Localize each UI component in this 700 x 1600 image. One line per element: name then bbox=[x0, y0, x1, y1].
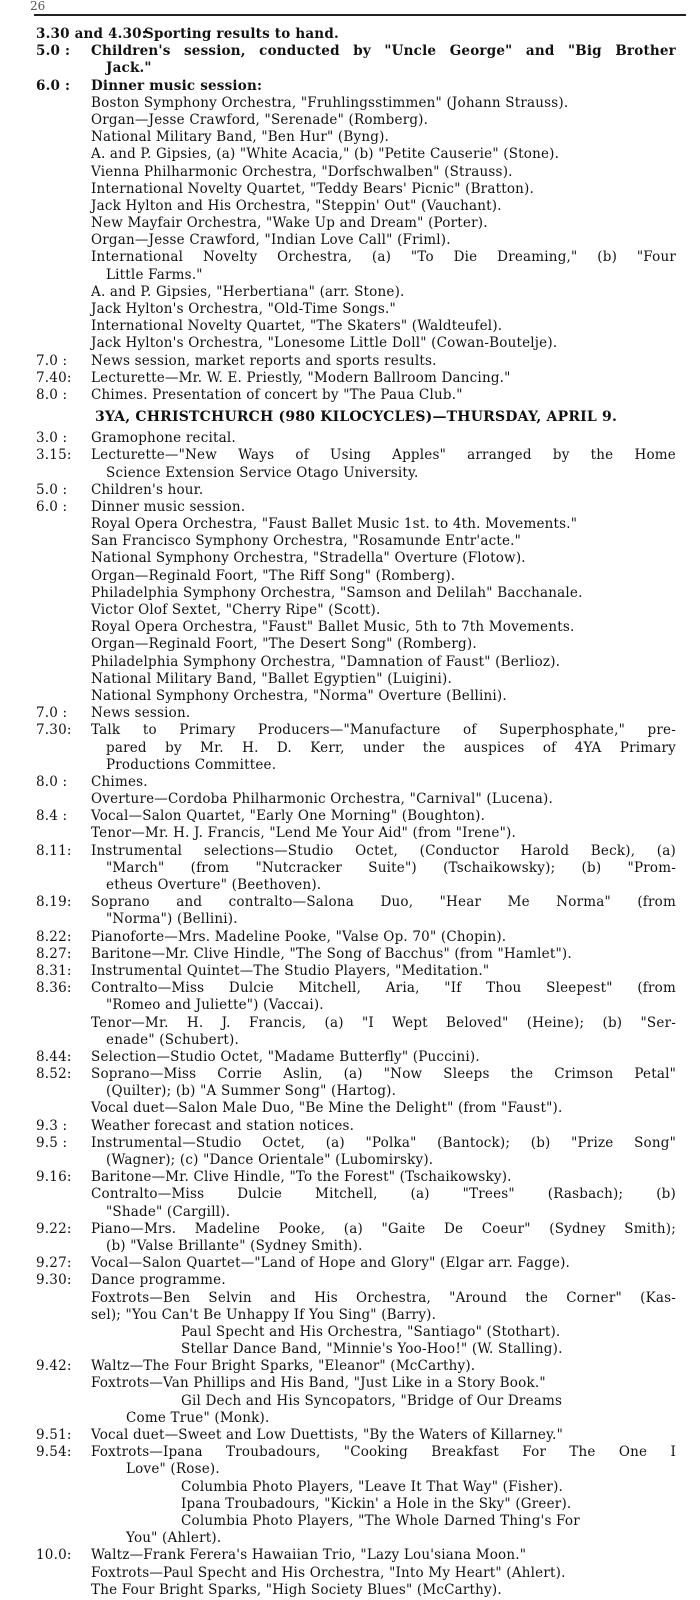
programme-entry bbox=[36, 1427, 676, 1444]
entry-text: Soprano—Miss Corrie Aslin, (a) "Now Sleeps the Crimson Petal" bbox=[91, 1066, 676, 1083]
entry-text: National Symphony Orchestra, "Stradella" Overture (Flotow). bbox=[91, 550, 526, 567]
entry-time: 8.22: bbox=[36, 928, 72, 945]
programme-entry bbox=[36, 550, 676, 567]
entry-time: 6.0 : bbox=[36, 498, 68, 515]
programme-entry bbox=[36, 1049, 676, 1066]
entry-text: Piano—Mrs. Madeline Pooke, (a) "Gaite De Coeur" (Sydney Smith); bbox=[91, 1220, 676, 1237]
entry-time: 9.5 : bbox=[36, 1134, 68, 1151]
programme-entry bbox=[36, 808, 676, 825]
entry-text: Gramophone recital. bbox=[91, 430, 236, 447]
programme-entry bbox=[36, 1410, 676, 1427]
entry-text: Foxtrots—Ipana Troubadours, "Cooking Breakfast For The One I bbox=[91, 1444, 676, 1461]
programme-entry bbox=[36, 1513, 676, 1530]
entry-text: Baritone—Mr. Clive Hindle, "The Song of Bacchus" (from "Hamlet"). bbox=[91, 945, 572, 962]
programme-entry bbox=[36, 95, 676, 112]
entry-text: Instrumental selections—Studio Octet, (Conductor Harold Beck), (a) bbox=[91, 842, 676, 859]
entry-text: You" (Ahlert). bbox=[126, 1530, 222, 1547]
programme-entry bbox=[36, 1169, 676, 1186]
entry-text: Sporting results to hand. bbox=[144, 26, 339, 42]
entry-time: 8.27: bbox=[36, 945, 72, 962]
entry-text: News session, market reports and sports results. bbox=[91, 352, 437, 369]
programme-entry bbox=[36, 1066, 676, 1083]
page-number: 26 bbox=[30, 0, 46, 13]
programme-entry bbox=[36, 1393, 676, 1410]
programme-entry bbox=[36, 43, 676, 60]
entry-time: 9.3 : bbox=[36, 1117, 68, 1134]
entry-text: Dance programme. bbox=[91, 1272, 226, 1289]
programme-entry bbox=[36, 688, 676, 705]
entry-text: Ipana Troubadours, "Kickin' a Hole in the Sky" (Greer). bbox=[181, 1495, 572, 1512]
programme-entry bbox=[36, 370, 676, 387]
entry-text: Philadelphia Symphony Orchestra, "Damnation of Faust" (Berlioz). bbox=[91, 653, 561, 670]
entry-text: Vocal duet—Sweet and Low Duettists, "By the Waters of Killarney." bbox=[91, 1427, 564, 1443]
entry-text: Children's hour. bbox=[91, 481, 204, 498]
programme-entry bbox=[36, 430, 676, 447]
entry-text: Dinner music session: bbox=[91, 77, 263, 94]
programme-entry bbox=[36, 843, 676, 860]
programme-entry bbox=[36, 1496, 676, 1513]
programme-entry bbox=[36, 129, 676, 146]
entry-time: 5.0 : bbox=[36, 43, 71, 60]
programme-entry bbox=[36, 1547, 676, 1564]
programme-entry bbox=[36, 929, 676, 946]
entry-time: 8.4 : bbox=[36, 808, 68, 825]
entry-text: Royal Opera Orchestra, "Faust Ballet Music 1st. to 4th. Movements." bbox=[91, 516, 578, 533]
programme-entry bbox=[36, 146, 676, 163]
programme-entry bbox=[36, 1565, 676, 1582]
programme-entry bbox=[36, 619, 676, 636]
programme-entry bbox=[36, 671, 676, 688]
entry-text: Organ—Reginald Foort, "The Desert Song" (Romberg). bbox=[91, 636, 477, 653]
programme-entry bbox=[36, 894, 676, 911]
programme-entry bbox=[36, 301, 676, 318]
programme-entry bbox=[36, 1341, 676, 1358]
entry-text: Columbia Photo Players, "The Whole Darned Thing's For bbox=[181, 1512, 580, 1529]
programme-entry bbox=[36, 860, 676, 877]
entry-text: Children's session, conducted by "Uncle George" and "Big Brother bbox=[91, 43, 676, 60]
entry-text: Stellar Dance Band, "Minnie's Yoo-Hoo!" (W. Stalling). bbox=[181, 1341, 563, 1358]
programme-entry bbox=[36, 1118, 676, 1135]
entry-text: pared by Mr. H. D. Kerr, under the auspices of 4YA Primary bbox=[106, 739, 676, 756]
entry-time: 8.52: bbox=[36, 1066, 72, 1083]
entry-time: 8.11: bbox=[36, 842, 72, 859]
entry-time: 9.27: bbox=[36, 1255, 72, 1272]
entry-time: 7.0 : bbox=[36, 705, 68, 722]
entry-time: 9.54: bbox=[36, 1444, 72, 1461]
entry-text: Soprano and contralto—Salona Duo, "Hear Me Norma" (from bbox=[91, 894, 676, 911]
entry-text: Vocal—Salon Quartet—"Land of Hope and Glory" (Elgar arr. Fagge). bbox=[91, 1255, 571, 1272]
programme-entry bbox=[36, 78, 676, 95]
entry-text: Little Farms." bbox=[106, 266, 203, 283]
entry-text: Gil Dech and His Syncopators, "Bridge of Our Dreams bbox=[181, 1392, 563, 1409]
programme-entry bbox=[36, 1272, 676, 1289]
entry-text: (b) "Valse Brillante" (Sydney Smith). bbox=[106, 1237, 363, 1254]
entry-text: Organ—Jesse Crawford, "Indian Love Call" (Friml). bbox=[91, 232, 451, 249]
entry-text: Baritone—Mr. Clive Hindle, "To the Forest" (Tschaikowsky). bbox=[91, 1169, 512, 1186]
entry-text: Selection—Studio Octet, "Madame Butterfly" (Puccini). bbox=[91, 1048, 480, 1065]
entry-text: (Wagner); (c) "Dance Orientale" (Lubomirsky). bbox=[106, 1152, 434, 1168]
entry-time: 9.22: bbox=[36, 1220, 72, 1237]
programme-entry bbox=[36, 60, 676, 77]
entry-text: International Novelty Quartet, "Teddy Bears' Picnic" (Bratton). bbox=[91, 180, 535, 197]
entry-time: 8.19: bbox=[36, 894, 72, 911]
programme-entry bbox=[36, 911, 676, 928]
entry-text: enade" (Schubert). bbox=[106, 1031, 239, 1048]
programme-entry bbox=[36, 774, 676, 791]
programme-entry bbox=[36, 447, 676, 464]
entry-text: Foxtrots—Van Phillips and His Band, "Just Like in a Story Book." bbox=[91, 1375, 546, 1392]
entry-text: A. and P. Gipsies, "Herbertiana" (arr. Stone). bbox=[91, 283, 405, 300]
programme-entry bbox=[36, 877, 676, 894]
entry-time: 7.0 : bbox=[36, 352, 68, 369]
programme-entry bbox=[36, 1221, 676, 1238]
entry-text: Waltz—Frank Ferera's Hawaiian Trio, "Lazy Lou'siana Moon." bbox=[91, 1547, 527, 1564]
entry-text: A. and P. Gipsies, (a) "White Acacia," (b) "Petite Causerie" (Stone). bbox=[91, 146, 560, 163]
entry-text: Organ—Jesse Crawford, "Serenade" (Romberg). bbox=[91, 111, 429, 128]
entry-time: 10.0: bbox=[36, 1547, 72, 1564]
entry-text: International Novelty Quartet, "The Skaters" (Waldteufel). bbox=[91, 318, 503, 335]
entry-time: 3.15: bbox=[36, 447, 72, 464]
programme-entry bbox=[36, 1083, 676, 1100]
programme-entry bbox=[36, 1015, 676, 1032]
programme-entry bbox=[36, 1100, 676, 1117]
entry-text: Jack Hylton and His Orchestra, "Steppin' Out" (Vauchant). bbox=[91, 197, 502, 214]
entry-text: Instrumental Quintet—The Studio Players, "Meditation." bbox=[91, 962, 490, 979]
programme-entry bbox=[36, 585, 676, 602]
programme-entry bbox=[36, 946, 676, 963]
entry-text: Vocal duet—Salon Male Duo, "Be Mine the Delight" (from "Faust"). bbox=[91, 1100, 563, 1117]
programme-entry bbox=[36, 722, 676, 739]
programme-entry bbox=[36, 198, 676, 215]
entry-text: Love" (Rose). bbox=[126, 1461, 220, 1478]
programme-entry bbox=[36, 1479, 676, 1496]
entry-text: "Shade" (Cargill). bbox=[106, 1203, 231, 1220]
entry-text: National Military Band, "Ben Hur" (Byng). bbox=[91, 129, 390, 146]
entry-text: Paul Specht and His Orchestra, "Santiago" (Stothart). bbox=[181, 1323, 561, 1340]
top-rule bbox=[34, 14, 686, 16]
entry-text: Lecturette—Mr. W. E. Priestly, "Modern Ballroom Dancing." bbox=[91, 369, 511, 386]
entry-text: Vienna Philharmonic Orchestra, "Dorfschwalben" (Strauss). bbox=[91, 163, 513, 180]
entry-time: 9.30: bbox=[36, 1272, 72, 1289]
entry-time: 7.40: bbox=[36, 369, 72, 386]
programme-entry bbox=[36, 1444, 676, 1461]
programme-entry bbox=[36, 1255, 676, 1272]
programme-entry bbox=[36, 825, 676, 842]
entry-text: Science Extension Service Otago University. bbox=[106, 464, 419, 481]
programme-entry bbox=[36, 1032, 676, 1049]
entry-text: Come True" (Monk). bbox=[126, 1409, 270, 1426]
programme-entry bbox=[36, 112, 676, 129]
programme-entry bbox=[36, 568, 676, 585]
programme-entry bbox=[36, 1204, 676, 1221]
entry-text: Jack Hylton's Orchestra, "Lonesome Little Doll" (Cowan-Boutelje). bbox=[91, 335, 558, 352]
entry-text: National Symphony Orchestra, "Norma" Overture (Bellini). bbox=[91, 687, 507, 704]
programme-entry bbox=[36, 997, 676, 1014]
programme-entry bbox=[36, 740, 676, 757]
programme-entry bbox=[36, 1307, 676, 1324]
programme-entry bbox=[36, 757, 676, 774]
programme-entry bbox=[36, 353, 676, 370]
entry-text: Tenor—Mr. H. J. Francis, "Lend Me Your Aid" (from "Irene"). bbox=[91, 825, 516, 842]
entry-text: Productions Committee. bbox=[106, 756, 277, 773]
programme-entry bbox=[36, 636, 676, 653]
entry-text: San Francisco Symphony Orchestra, "Rosamunde Entr'acte." bbox=[91, 533, 522, 550]
entry-text: Royal Opera Orchestra, "Faust" Ballet Music, 5th to 7th Movements. bbox=[91, 619, 575, 636]
entry-text: Weather forecast and station notices. bbox=[91, 1117, 355, 1134]
entry-text: Jack Hylton's Orchestra, "Old-Time Songs." bbox=[91, 301, 396, 317]
entry-text: Foxtrots—Paul Specht and His Orchestra, "Into My Heart" (Ahlert). bbox=[91, 1564, 566, 1581]
programme-entry bbox=[36, 705, 676, 722]
programme-entry bbox=[36, 1290, 676, 1307]
entry-text: Dinner music session. bbox=[91, 498, 246, 515]
entry-text: Contralto—Miss Dulcie Mitchell, Aria, "If Thou Sleepest" (from bbox=[91, 980, 676, 997]
entry-text: Overture—Cordoba Philharmonic Orchestra, "Carnival" (Lucena). bbox=[91, 791, 553, 808]
entry-time: 8.31: bbox=[36, 962, 72, 979]
station-heading-text: 3YA, CHRISTCHURCH (980 KILOCYCLES)—THURSDAY, APRIL 9. bbox=[94, 409, 618, 426]
programme-column bbox=[36, 26, 676, 1599]
programme-entry bbox=[36, 1358, 676, 1375]
programme-entry bbox=[36, 232, 676, 249]
entry-text: The Four Bright Sparks, "High Society Blues" (McCarthy). bbox=[91, 1581, 502, 1598]
programme-entry bbox=[36, 215, 676, 232]
programme-entry bbox=[36, 791, 676, 808]
entry-time: 8.0 : bbox=[36, 773, 68, 790]
programme-entry bbox=[36, 1135, 676, 1152]
entry-text: News session. bbox=[91, 705, 191, 722]
entry-text: Chimes. Presentation of concert by "The Paua Club." bbox=[91, 386, 463, 403]
entry-text: Lecturette—"New Ways of Using Apples" arranged by the Home bbox=[91, 447, 676, 464]
entry-time: 9.51: bbox=[36, 1427, 72, 1443]
entry-text: Chimes. bbox=[91, 773, 148, 790]
programme-entry bbox=[36, 1238, 676, 1255]
programme-entry bbox=[36, 1530, 676, 1547]
programme-entry bbox=[36, 533, 676, 550]
entry-text: "Romeo and Juliette") (Vaccai). bbox=[106, 997, 324, 1014]
programme-entry bbox=[36, 980, 676, 997]
entry-time: 6.0 : bbox=[36, 77, 71, 94]
entry-time: 9.42: bbox=[36, 1358, 72, 1375]
entry-text: Foxtrots—Ben Selvin and His Orchestra, "Around the Corner" (Kas- bbox=[91, 1289, 676, 1306]
entry-time: 9.16: bbox=[36, 1169, 72, 1186]
entry-time: 7.30: bbox=[36, 722, 72, 739]
entry-text: National Military Band, "Ballet Egyptien" (Luigini). bbox=[91, 670, 452, 687]
entry-text: "Norma") (Bellini). bbox=[106, 911, 238, 928]
programme-entry bbox=[36, 465, 676, 482]
entry-text: Waltz—The Four Bright Sparks, "Eleanor" (McCarthy). bbox=[91, 1358, 476, 1375]
entry-time: 8.36: bbox=[36, 980, 72, 997]
programme-entry bbox=[36, 335, 676, 352]
programme-entry bbox=[36, 1152, 676, 1169]
entry-time: 8.44: bbox=[36, 1048, 72, 1065]
entry-text: (Quilter); (b) "A Summer Song" (Hartog). bbox=[106, 1083, 397, 1100]
entry-text: Organ—Reginald Foort, "The Riff Song" (Romberg). bbox=[91, 567, 456, 584]
programme-entry bbox=[36, 499, 676, 516]
station-heading bbox=[36, 404, 676, 430]
entry-text: sel); "You Can't Be Unhappy If You Sing" (Barry). bbox=[91, 1306, 437, 1323]
programme-entry bbox=[36, 284, 676, 301]
entry-text: Vocal—Salon Quartet, "Early One Morning" (Boughton). bbox=[91, 808, 486, 825]
programme-entry bbox=[36, 267, 676, 284]
entry-text: Victor Olof Sextet, "Cherry Ripe" (Scott). bbox=[91, 602, 381, 618]
entry-text: Jack." bbox=[106, 60, 152, 77]
entry-time: 5.0 : bbox=[36, 481, 68, 498]
programme-entry bbox=[36, 654, 676, 671]
programme-entry bbox=[36, 963, 676, 980]
programme-entry bbox=[36, 387, 676, 404]
programme-entry bbox=[36, 1461, 676, 1478]
programme-entry bbox=[36, 1582, 676, 1599]
entry-text: Talk to Primary Producers—"Manufacture of Superphosphate," pre- bbox=[91, 722, 676, 739]
entry-time: 3.30 and 4.30: bbox=[36, 26, 147, 42]
programme-entry bbox=[36, 482, 676, 499]
entry-text: etheus Overture" (Beethoven). bbox=[106, 877, 322, 893]
programme-entry bbox=[36, 1186, 676, 1203]
programme-entry bbox=[36, 602, 676, 619]
entry-text: "March" (from "Nutcracker Suite") (Tschaikowsky); (b) "Prom- bbox=[106, 859, 676, 876]
entry-text: International Novelty Orchestra, (a) "To Die Dreaming," (b) "Four bbox=[91, 249, 676, 266]
entry-text: New Mayfair Orchestra, "Wake Up and Dream" (Porter). bbox=[91, 215, 488, 232]
entry-time: 3.0 : bbox=[36, 430, 68, 447]
entry-time: 8.0 : bbox=[36, 386, 68, 403]
programme-entry bbox=[36, 516, 676, 533]
entry-text: Boston Symphony Orchestra, "Fruhlingsstimmen" (Johann Strauss). bbox=[91, 94, 569, 111]
programme-entry bbox=[36, 249, 676, 266]
entry-text: Tenor—Mr. H. J. Francis, (a) "I Wept Beloved" (Heine); (b) "Ser- bbox=[91, 1014, 676, 1031]
programme-entry bbox=[36, 26, 676, 43]
entry-text: Philadelphia Symphony Orchestra, "Samson and Delilah" Bacchanale. bbox=[91, 584, 583, 601]
programme-entry bbox=[36, 181, 676, 198]
entry-text: Contralto—Miss Dulcie Mitchell, (a) "Trees" (Rasbach); (b) bbox=[91, 1186, 676, 1203]
entry-text: Instrumental—Studio Octet, (a) "Polka" (Bantock); (b) "Prize Song" bbox=[91, 1134, 676, 1151]
entry-text: Pianoforte—Mrs. Madeline Pooke, "Valse Op. 70" (Chopin). bbox=[91, 928, 507, 945]
programme-entry bbox=[36, 1324, 676, 1341]
entry-text: Columbia Photo Players, "Leave It That Way" (Fisher). bbox=[181, 1478, 564, 1495]
programme-entry bbox=[36, 164, 676, 181]
programme-entry bbox=[36, 1375, 676, 1392]
programme-entry bbox=[36, 318, 676, 335]
